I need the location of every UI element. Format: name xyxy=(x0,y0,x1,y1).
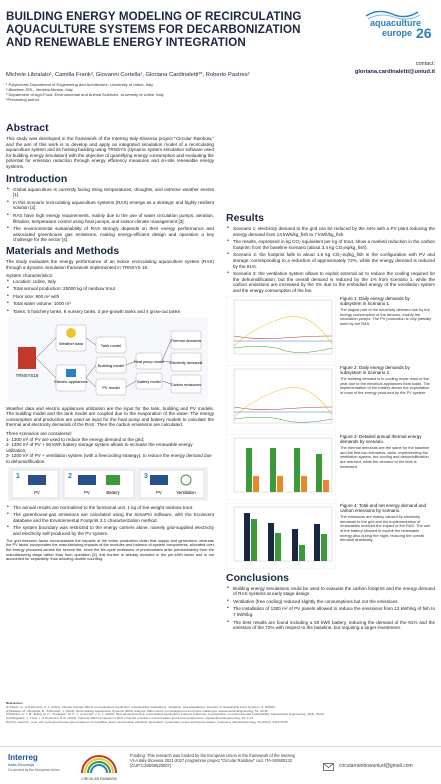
carbon-label: Carbon emissions xyxy=(170,382,202,387)
intro-bullet: • Global aquaculture is currently facing rising temperatures, droughts, and extreme weather events [1]. xyxy=(6,187,214,198)
figure-2-text: The building demand is in cooling mode most of the year due to the electrical appliances heat loads. The implementation of the battery allows the exploitation of most of the energy produced by the PV system. xyxy=(340,375,430,396)
results-bullet: • The results, expressed in kg CO₂ equivalent per kg of trout, show a marked reduction in the carbon footprint: from the baseline scenario (about 3.4 kg CO₂eq/kg_fish). xyxy=(226,239,435,250)
figure-2 xyxy=(226,365,435,431)
scenario-2: 2- 1300 m² of PV + 50 kWh battery storage system allows to increase the renewable energy utilization; xyxy=(6,442,193,453)
title-line-3: AND RENEWABLE ENERGY INTEGRATION xyxy=(6,36,246,49)
poster-title xyxy=(6,10,336,49)
footer xyxy=(0,746,441,784)
building-model-label: Building model xyxy=(97,362,125,368)
title-line-2: AQUACULTURE SYSTEMS FOR DECARBONIZATION xyxy=(6,23,301,36)
scenario-pv-label-2: PV xyxy=(84,489,90,495)
figure-1-plot xyxy=(226,296,336,362)
simulation-framework-diagram xyxy=(8,317,208,402)
figure-2-caption xyxy=(336,365,432,396)
heatpump-label: Heat pump model xyxy=(134,359,164,364)
intro-bullet: • In this scenario recirculating aquaculture systems (RAS) emerge as a strategic and highly resilient solution [2]. xyxy=(6,200,214,211)
figure-3-title: Figure 3: Detailed annual thermal energy demands by scenario. xyxy=(340,433,422,444)
reference-item: [5] Hsu, David D., et al. Life cycle greenhouse gas emissions of crystalline silicon photovoltaic electricity generation: systematic review and harmonization. Journal of Industrial Ecology 16 (2012): S122-S135. xyxy=(6,719,289,724)
logo-number: 26 xyxy=(416,25,432,41)
sun-icon xyxy=(66,328,76,338)
scenarios-label: Three scenarios are considered: xyxy=(6,431,72,437)
reference-item: [4] Dalsgaard, J., Lund, I., & Pedersen, P. B. (2013). Farming different species in RAS in Nordic countries: Current status and future perspectives. Aquacultural Engineering, 53, 2-13. xyxy=(6,716,254,721)
conclusion-bullet: • Building energy simulations could be used to evaluate the carbon footprint and the energy demand of RAS systems at early stage design xyxy=(226,586,435,597)
electricity-label: Electricity demands xyxy=(169,360,203,365)
weather-label: Weather data xyxy=(59,340,83,346)
characteristics-list xyxy=(6,279,214,315)
scenario-1: 1- 1300 m² of PV are used to reduce the energy demand to the grid; xyxy=(6,436,145,442)
references xyxy=(6,702,435,725)
scenario-pv-label: PV xyxy=(34,489,40,495)
interreg-wordmark: Interreg xyxy=(8,753,38,762)
figure-4 xyxy=(226,503,435,569)
figure-3-plot xyxy=(226,434,336,500)
thermal-label: Thermal demands xyxy=(170,338,202,343)
pv-panel-icon xyxy=(150,475,168,485)
interreg-subtitle: Italia-Slovenija xyxy=(8,762,35,767)
abstract-text: This study was developed in the framework of the Interreg Italy-Slovenia project "Circular Rainbow," and the aim of this work is to develop and apply an integrated simulation model of a recirculating aquaculture system and its hosting building using TRNSYS (dynamic system simulation software used for building energy simulation) with the objective of quantifying energy consumption and evaluating the potential for emission reduction through energy efficiency measures and on-site renewable energy systems. xyxy=(6,136,214,169)
author-list: Michele Libralato¹, Camilla Frank², Giovanni Cortella¹, Gloriana Cardinaletti³*, Roberto Pastres² xyxy=(6,72,250,78)
figure-1-caption xyxy=(336,296,432,327)
methods-heading: Materials and Methods xyxy=(6,244,120,257)
battery-label: Battery model xyxy=(137,379,161,384)
trnsys-label: TRNSYS18 xyxy=(15,372,39,378)
scenario-number-3: 3 xyxy=(144,472,148,480)
figure-1-text: The largest part of the electricity demand due by the energy consumption of the devices, mainly the circulation pumps. The PV production is only partially used by the RAS. xyxy=(340,306,432,327)
left-column xyxy=(6,122,214,565)
figure-4-plot xyxy=(226,503,336,569)
characteristic-item: • Total water volume: 1000 m³ xyxy=(6,301,214,307)
scenario-battery-label: Battery xyxy=(106,489,120,495)
reference-item: [1] Maulu, S., & Hasimuna, O. J. (2021). Climate change effects on aquaculture production: sustainability implications, mitigation, and adaptations. Frontiers in Sustainable Food Systems, 5, 609097. xyxy=(6,704,277,709)
figure-4-text: The emissions are mainly caused by electricity demands to the grid and the implementation of renewables reduced the impact of the RAS. The use of the battery allowed to exploit the renewable energy also during the night, reducing the overall demand drastically. xyxy=(340,513,431,543)
logo-word-2: europe xyxy=(382,28,413,38)
aquaculture-europe-logo xyxy=(364,6,436,46)
figure-3-caption xyxy=(336,434,432,470)
affiliation-1: ¹ Polytechnic Department of Engineering and Architecture, University of Udine, Italy xyxy=(6,82,154,87)
scenario-ventilation-label: Ventilation xyxy=(176,489,196,495)
intro-bullet: • The environmental sustainability of RAS strongly depends on their energy performance and associated greenhouse gas emissions, making energy-efficient design and operation a key challenge for the sector [4]. xyxy=(6,226,214,243)
plug-icon xyxy=(66,369,76,377)
affiliation-2: ² Bluefarm SRL, Venezia Mestre, Italy xyxy=(6,86,73,92)
methods-bottom-list xyxy=(6,505,214,537)
results-bullet: • Scenario 1: electricity demand to the grid can be reduced by the 44% with a PV plant reducing the energy demand from 13 kWh/kg_fish to 7 kWh/kg_fish. xyxy=(226,226,435,237)
affiliation-4: *Presenting author xyxy=(6,96,40,102)
circular-rainbow-label: CIRCULAR RAINBOW xyxy=(81,777,117,781)
introduction-list xyxy=(6,187,214,243)
intro-bullet: • RAS have high energy requirements, mainly due to the use of water circulation pumps, aeration, filtration, temperature control using heat pumps, and indoor climate management [3]. xyxy=(6,213,214,224)
appliances-label: Electric appliances xyxy=(54,378,88,384)
pv-panel-icon xyxy=(78,475,96,485)
results-bullet: • Scenario 2: the footprint falls to about 1.5 kg CO₂-eq/kg_fish in the configuration with PV and storage, corresponding to a reduction of approximately 72%, while the energy demand is reduced by the 91%. xyxy=(226,252,435,269)
characteristic-item: • Floor size: 900 m² with xyxy=(6,294,214,300)
emission-factor-note: The grid emission factor encompasses the impacts of the entire production chain that supply and generation, whereas the PV factor incorporates the manufacturing impacts of the modules and balance-of-system components, allocated over the energy produced across the service life, since the life-cycle emissions of photovoltaics arise predominantly from the manufacturing stage rather than from operation [5], this burden is already included in the per-kWh factor and is not accounted for separately, thus avoiding double counting. xyxy=(6,537,214,562)
circular-rainbow-logo xyxy=(76,751,122,781)
scenario-diagram xyxy=(8,467,208,501)
figure-3 xyxy=(226,434,435,500)
conclusion-bullet: • The best results are found including a 50 kWh battery, reducing the demand of the 91% and the emission of the 72% with respect to the baseline, but requiring a larger investment. xyxy=(226,620,435,631)
abstract-heading: Abstract xyxy=(6,122,49,134)
references-heading: References xyxy=(6,701,23,705)
logo-word-1: aquaculture xyxy=(370,18,422,28)
mail-icon xyxy=(323,763,334,771)
conclusion-bullet: • Ventilation (free cooling) reduced slightly the consumptions but not the emissions. xyxy=(226,599,435,605)
figure-2-plot xyxy=(226,365,336,431)
contact-email: gloriana.cardinaletti@uniud.it xyxy=(354,69,435,75)
scenario-3: 3- 1300 m² of PV + ventilation system (with a freecooling strategy), to reduce the energy demand due to dehumidification. xyxy=(6,453,212,464)
introduction-heading: Introduction xyxy=(6,172,68,185)
results-heading: Results xyxy=(226,212,264,224)
poster-header xyxy=(0,0,441,118)
characteristic-item: • Location: Udine, Italy xyxy=(6,279,214,285)
scenario-pv-label-3: PV xyxy=(156,489,162,495)
methods-bullet: • The greenhouse-gas emissions are calculated using the SimaPro software, with the Ecoinvent database and the Environmental Footprint 3.1 characterization method. xyxy=(6,512,214,523)
project-email[interactable]: circularrainbowuniud@gmail.com xyxy=(339,763,413,769)
conclusions-list xyxy=(226,586,435,631)
reference-item: [3] Martins, C. I. M., Eding, E. H., Verdegem, M. C. J., & Verreth, J. A. J. (2010). New developments in recirculating aquaculture systems in Europe: A perspective on environmental sustainability. Aquacultural Engineering, 43(3), 83-93. xyxy=(6,712,325,717)
framework-description: Weather data and electric appliances utilization are the input for the tank, building and PV models. The building model and the tank model are coupled due to the evaporation of the water. The energy consumption and production are used as input for the heat pump and battery models to calculate the thermal and electricity demands of the RAS. Then the carbon emissions are calculated. xyxy=(6,405,214,428)
contact-label: contact: xyxy=(415,61,435,67)
pv-panel-icon xyxy=(28,475,46,485)
methods-bullet: • The system boundary was restricted to the energy carriers alone, namely grid-supplied electricity and electricity self-produced by the PV system. xyxy=(6,525,214,536)
funding-statement: Funding: This research was funded by the European Union in the framework of the Interreg VI-A Italy-Slovenia 2021-2027 programme project "Circular Rainbow" cod. ITA-SI0600132 (CUP:C29D00620007) xyxy=(130,753,295,768)
conclusions-heading: Conclusions xyxy=(226,571,290,584)
results-list xyxy=(226,226,435,294)
figure-2-title: Figure 2: Daily energy demands by subsystem in Scenario 2. xyxy=(340,364,410,375)
tank-model-label: Tank model xyxy=(100,342,122,348)
battery-icon xyxy=(106,475,120,485)
figure-4-caption xyxy=(336,503,432,544)
scenario-number-2: 2 xyxy=(68,472,72,480)
methods-bullet: • The annual results are normalized to the functional unit, 1 kg of live-weight rainbow trout. xyxy=(6,505,214,511)
characteristics-label: System characteristics: xyxy=(6,273,54,279)
figure-1 xyxy=(226,296,435,362)
conclusion-bullet: • The installation of 1300 m² of PV panels allowed to reduce the emissions from 13 kWh/kg of fish to 7 kWh/kg. xyxy=(226,606,435,617)
eu-caption: Co-funded by the European Union xyxy=(8,768,60,772)
characteristic-item: • Tanks: 5 hatchery tanks, 6 nursery tanks, 3 pre-growth tanks and 4 grow-out tanks xyxy=(6,309,214,315)
figure-1-title: Figure 1: Daily energy demands by subsystem in Scenario 1. xyxy=(340,295,410,306)
affiliation-3: ³ Department of Agri-Food, Environmental and Animal Sciences, University of Udine, Italy xyxy=(6,91,164,97)
pv-model-label: PV model xyxy=(102,384,120,390)
trnsys-icon xyxy=(18,347,36,369)
appliances-box xyxy=(56,365,86,391)
scenario-number-1: 1 xyxy=(16,472,20,480)
characteristic-item: • Total annual production: 25000 kg of rainbow trout xyxy=(6,286,214,292)
title-line-1: BUILDING ENERGY MODELING OF RECIRCULATING xyxy=(6,10,302,23)
methods-intro: The study evaluates the energy performance of an indoor recirculating aquaculture system (RAS) through a dynamic simulation framework implemented in TRNSYS 18. xyxy=(6,258,214,270)
figure-4-title: Figure 4: Total and net energy demand and carbon emissions by scenario. xyxy=(340,502,426,513)
interreg-logo xyxy=(8,753,64,779)
affiliations xyxy=(6,83,236,103)
results-bullet: • Scenario 3: the ventilation system allows to exploit external air to reduce the cooling required for the dehumidification, but the overall demand is reduced by the 1% from scenario 1, while the carbon emissions are increased by the 2% due to the embodied energy of the ventilation system and the energy consumption of the fan. xyxy=(226,271,435,293)
figure-3-text: The thermal demands are the same for the baseline and the first two scenarios, while, implementing the ventilation system, the cooling and dehumidification are reduced, while the demand of the tank is increased. xyxy=(340,444,430,469)
reference-item: [2] Badiola, M., Mendiola, D., & Bostock, J. (2012). Recirculating Aquaculture Systems (RAS) analysis: Main issues on management and future challenges. Aquacultural Engineering, 51, 26-35. xyxy=(6,708,269,713)
right-column xyxy=(226,212,435,633)
